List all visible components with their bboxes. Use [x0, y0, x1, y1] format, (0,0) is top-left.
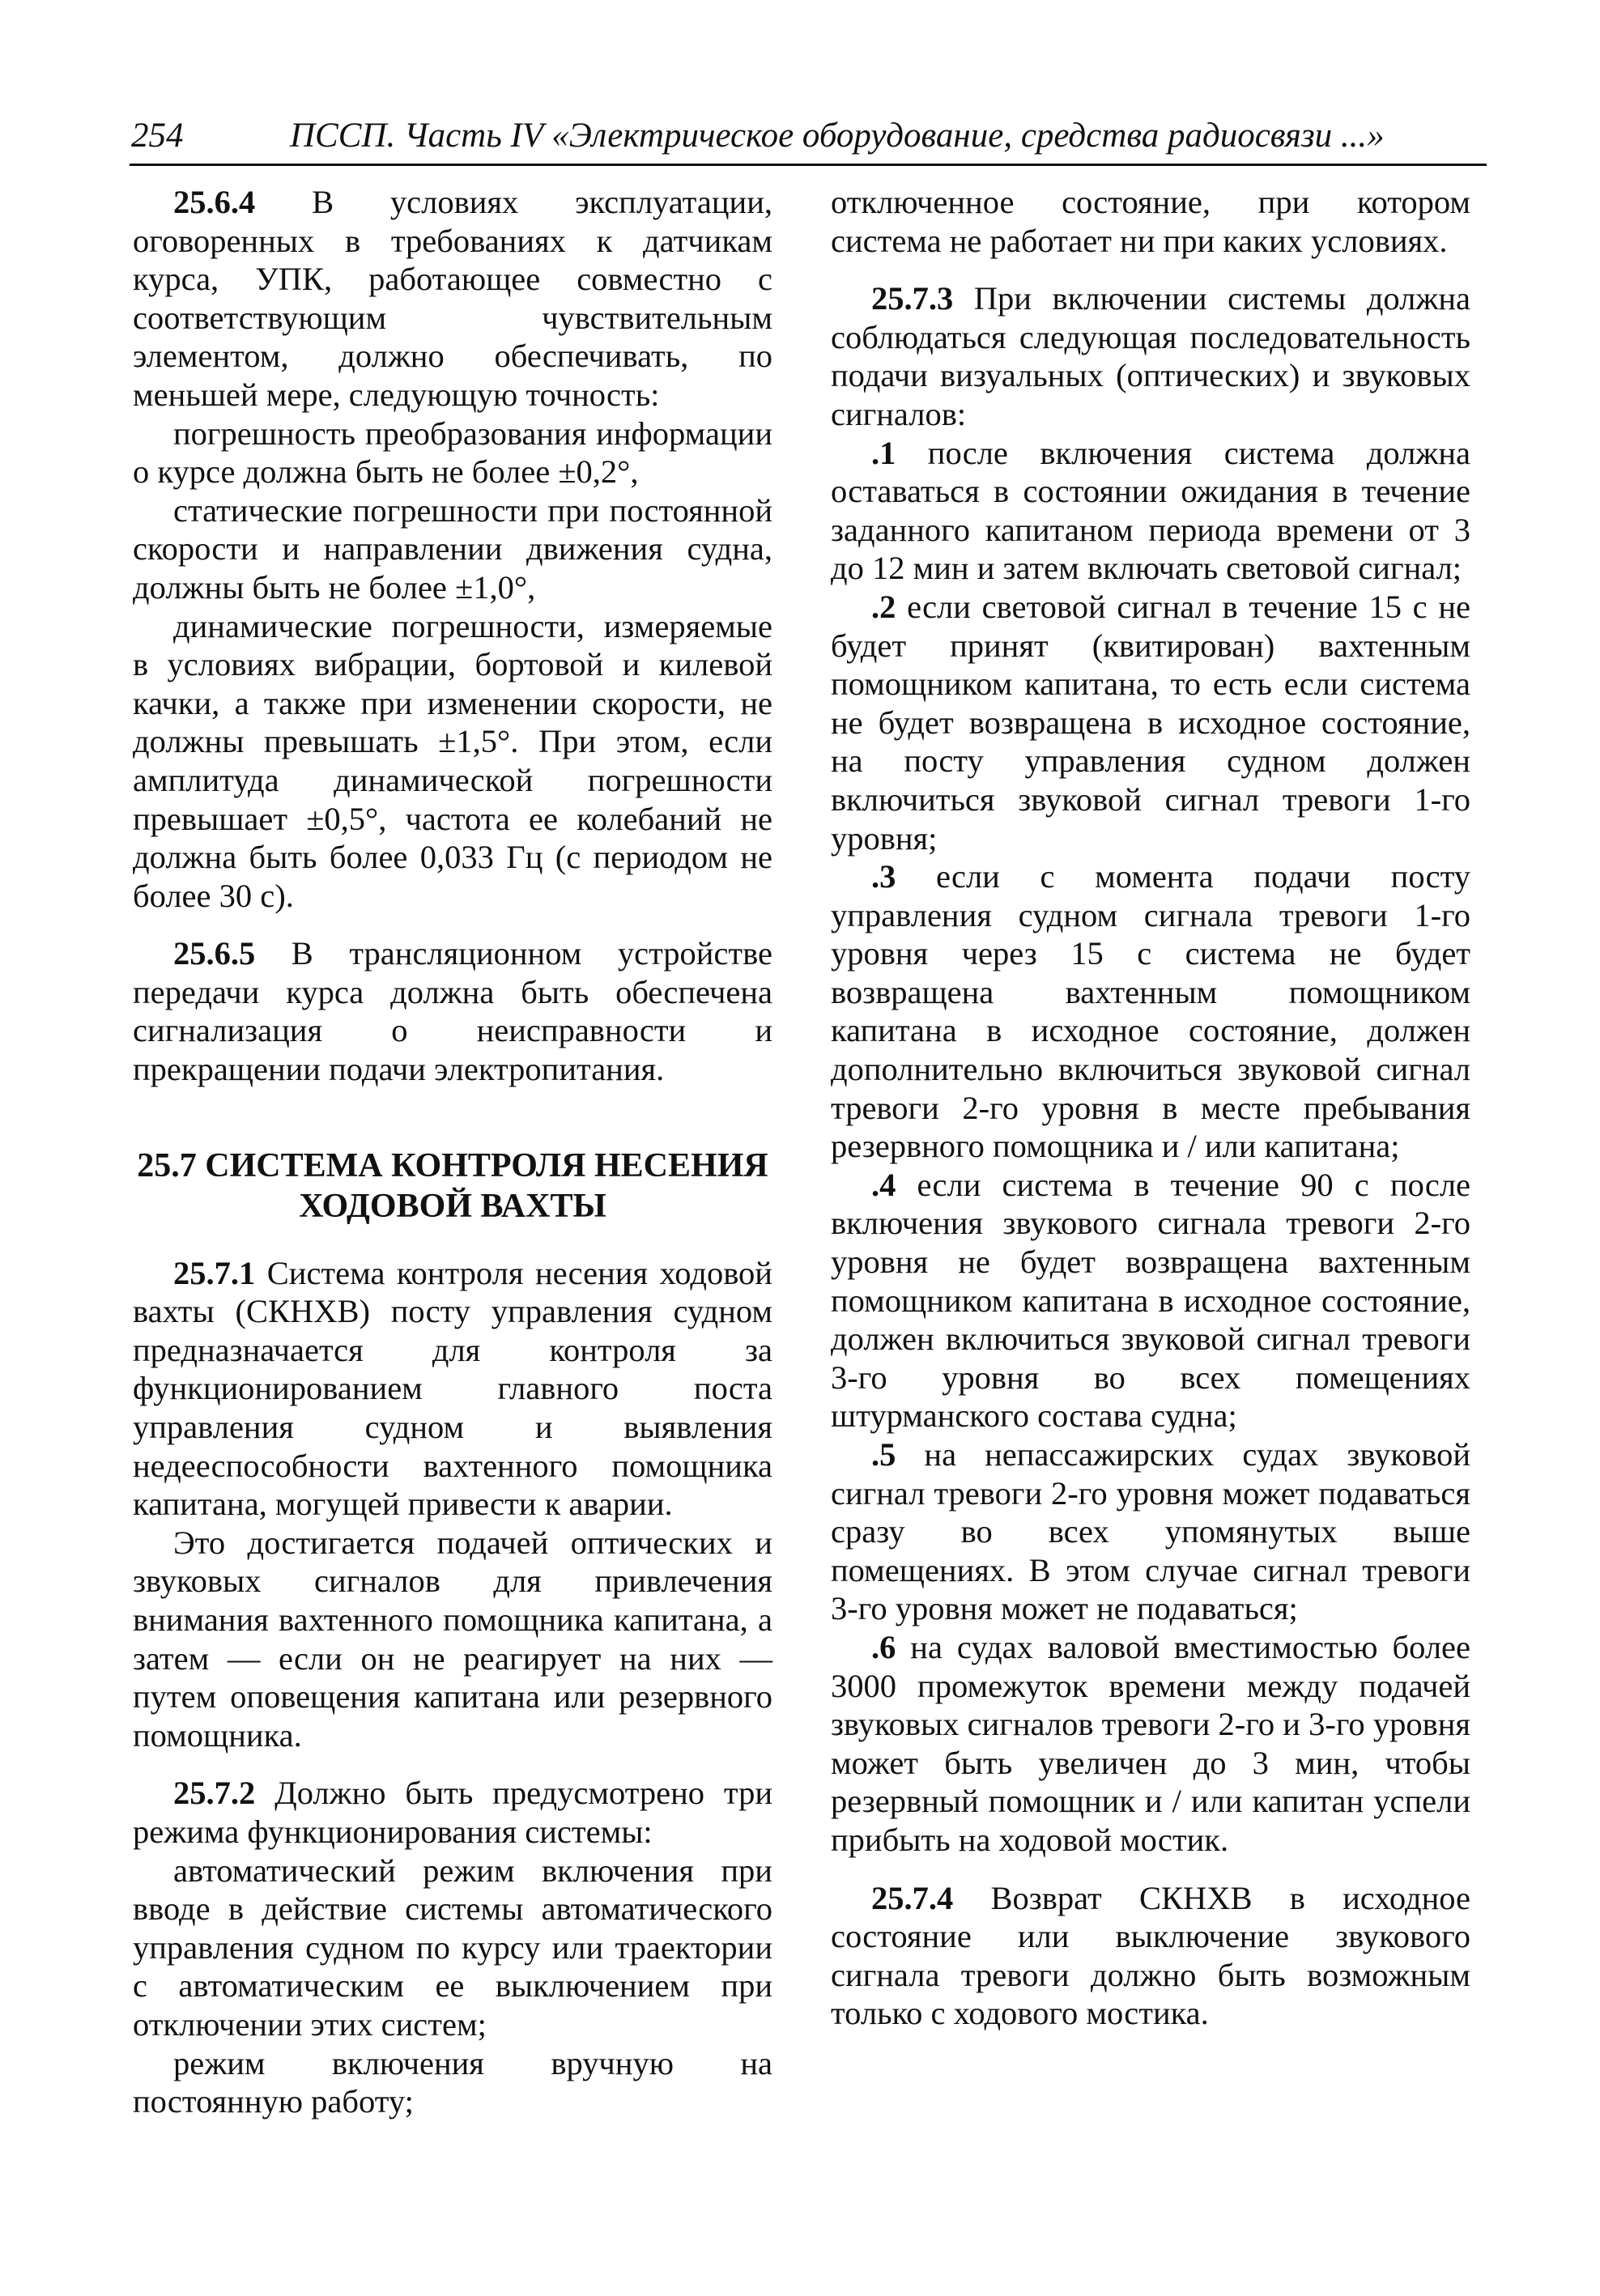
page-header [130, 113, 1487, 166]
accuracy-item: погрешность преобразования информации о курсе должна быть не более ±0,2°, [133, 415, 772, 491]
item-text: если с момента подачи посту управления судном сигнала тревоги 1-го уровня через 15 с система не будет возвращена вахтенным помощником капитана в исходное состояние, должен дополнительно включиться звуковой сигнал тревоги 2-го уровня в месте пребывания резервного помощника и / или капитана; [831, 858, 1470, 1165]
item-text: если световой сигнал в течение 15 с не будет принят (квитирован) вахтенным помощником капитана, то есть если система не будет возвращена в исходное состояние, на посту управления судном должен включиться звуковой сигнал тревоги 1-го уровня; [831, 588, 1470, 857]
paragraph-achieved: Это достигается подачей оптических и звуковых сигналов для привлечения внимания вахтенного помощника капитана, а затем — если он не реагирует на них — путем оповещения капитана или резервного помощника. [133, 1524, 772, 1754]
clause-text: В трансляционном устройстве передачи курса должна быть обеспечена сигнализация о неисправности и прекращении подачи электропитания. [133, 935, 772, 1088]
clause-number: 25.7.2 [173, 1775, 256, 1812]
sequence-item-5 [831, 1435, 1470, 1628]
item-text: на непассажирских судах звуковой сигнал тревоги 2-го уровня может подаваться сразу во всех упомянутых выше помещениях. В этом случае сигнал тревоги 3-го уровня может не подаваться; [831, 1436, 1470, 1627]
paragraph-25-6-4 [133, 183, 772, 415]
clause-text: Возврат СКНХВ в исходное состояние или выключение звукового сигнала тревоги должно быть возможным только с ходового мостика. [831, 1879, 1470, 2032]
paragraph-25-7-4 [831, 1879, 1470, 2033]
sequence-item-4 [831, 1166, 1470, 1435]
item-text: если система в течение 90 с после включения звукового сигнала тревоги 2-го уровня не будет возвращена вахтенным помощником капитана в исходное состояние, должен включиться звуковой сигнал тревоги 3-го уровня во всех помещениях штурманского состава судна; [831, 1166, 1470, 1435]
paragraph-25-6-5 [133, 934, 772, 1088]
page-number: 254 [131, 117, 184, 155]
section-heading-line: ХОДОВОЙ ВАХТЫ [299, 1187, 606, 1225]
item-number: .4 [871, 1166, 896, 1203]
mode-item: автоматический режим включения при вводе в действие системы автоматического управления судном по курсу или траектории с автоматическим ее выключением при отключении этих систем; [133, 1852, 772, 2043]
paragraph-25-7-2 [133, 1774, 772, 1851]
clause-text: Должно быть предусмотрено три режима функционирования системы: [133, 1775, 772, 1850]
running-title: ПССП. Часть IV «Электрическое оборудование, средства радиосвязи ...» [290, 117, 1385, 155]
clause-number: 25.6.4 [173, 184, 256, 220]
item-number: .3 [871, 858, 896, 895]
right-column [831, 183, 1470, 2033]
paragraph-25-7-1 [133, 1254, 772, 1524]
left-column [133, 183, 772, 2121]
clause-text: Система контроля несения ходовой вахты (СКНХВ) посту управления судном предназначается для контроля за функционированием главного поста управления судном и выявления недееспособности вахтенного помощника капитана, могущей привести к аварии. [133, 1254, 772, 1523]
accuracy-item: динамические погрешности, измеряемые в условиях вибрации, бортовой и килевой качки, а также при изменении скорости, не должны превышать ±1,5°. При этом, если амплитуда динамической погрешности превышает ±0,5°, частота ее колебаний не должна быть более 0,033 Гц (с периодом не более 30 с). [133, 607, 772, 914]
clause-number: 25.7.4 [871, 1879, 954, 1916]
sequence-item-6 [831, 1628, 1470, 1860]
item-text: после включения система должна оставаться в состоянии ожидания в течение заданного капитаном периода времени от 3 до 12 мин и затем включать световой сигнал; [831, 434, 1470, 587]
item-number: .2 [871, 588, 896, 625]
clause-text: В условиях эксплуатации, оговоренных в требованиях к датчикам курса, УПК, работающее совместно с соответствующим чувствительным элементом, должно обеспечивать, по меньшей мере, следующую точность: [133, 184, 772, 413]
mode-off-continued: отключенное состояние, при котором система не работает ни при каких условиях. [831, 184, 1470, 259]
clause-number: 25.7.3 [871, 280, 954, 317]
sequence-item-3 [831, 857, 1470, 1166]
item-number: .1 [871, 434, 896, 471]
clause-number: 25.7.1 [173, 1254, 256, 1291]
accuracy-item: статические погрешности при постоянной скорости и направлении движения судна, должны быть не более ±1,0°, [133, 491, 772, 606]
mode-item: режим включения вручную на постоянную работу; [133, 2044, 772, 2120]
item-number: .6 [871, 1628, 896, 1665]
section-heading [133, 1146, 772, 1227]
item-text: на судах валовой вместимостью более 3000 промежуток времени между подачей звуковых сигналов тревоги 2-го и 3-го уровня может быть увеличен до 3 мин, чтобы резервный помощник и / или капитан успели прибыть на ходовой мостик. [831, 1628, 1470, 1858]
clause-text: При включении системы должна соблюдаться следующая последовательность подачи визуальных (оптических) и звуковых сигналов: [831, 280, 1470, 432]
sequence-item-2 [831, 588, 1470, 857]
item-number: .5 [871, 1436, 896, 1473]
paragraph-25-7-3 [831, 279, 1470, 433]
clause-number: 25.6.5 [173, 935, 256, 972]
section-heading-line: 25.7 СИСТЕМА КОНТРОЛЯ НЕСЕНИЯ [137, 1146, 768, 1184]
sequence-item-1 [831, 434, 1470, 588]
